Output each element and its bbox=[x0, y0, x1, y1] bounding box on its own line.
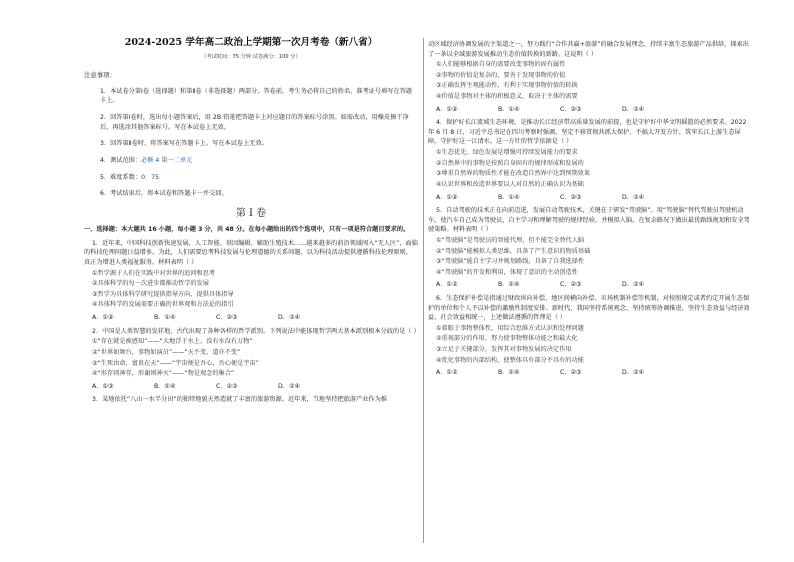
notice-item-4 bbox=[84, 156, 418, 166]
q5-choice-b: B．①④ bbox=[498, 281, 520, 289]
q4-option-2: ②自然界中的事物是按照自身固有的规律形成和发展的 bbox=[436, 159, 584, 167]
q5-option-2: ②“驾驶脑”能模拟人类思维，具备了产生意识的物质基础 bbox=[436, 247, 591, 255]
question-5 bbox=[428, 206, 753, 290]
notice-item-1: 1．本试卷分第Ⅰ卷（选择题）和第Ⅱ卷（非选择题）两部分。答卷前，考生务必将自己的姓名、准考证号填写在答题卡上。 bbox=[100, 87, 412, 105]
difficulty-value: 0．75 bbox=[141, 173, 160, 181]
q5-choices bbox=[428, 280, 753, 290]
q6-option-2: ②重视部分的作用，努力使事物整体功能之和最大化 bbox=[436, 335, 578, 343]
q2-option-4: ④“形存则神存，形谢则神灭”——“物是观念的集合” bbox=[92, 370, 235, 378]
q4-choices bbox=[428, 193, 753, 203]
q4-choice-b: B．①④ bbox=[498, 193, 520, 201]
q3-option-1: ①人们能够根据自身的需要改变事物的固有属性 bbox=[436, 61, 566, 69]
q5-option-4: ④“驾驶脑”的开发和利用，体现了意识的主动创造性 bbox=[436, 268, 578, 276]
question-4-text: 4．保护好长江流域生态环境，是推动长江经济带高质量发展的前提，也是守护好中华文明摇篮的必然要求。2022 年 6 月 8 日，习近平总书记在四川考察时强调，坚定不移贯彻共抓大保护、不搞大开发方针，筑牢长江上游生态屏障，守护好这一江清水。这一方针的哲学依据是（ ） bbox=[428, 119, 747, 146]
q6-choice-b: B．①④ bbox=[498, 369, 520, 377]
q3-option-3: ③正确发挥主观能动性，有利于实现事物价值的转换 bbox=[436, 82, 578, 90]
q1-option-3: ③哲学为具体科学研究提供指导方向，提供具体指导 bbox=[92, 290, 234, 298]
scope-value: 必修 4 第一二单元 bbox=[141, 156, 193, 164]
q2-choice-b: B．①④ bbox=[154, 382, 176, 390]
question-2 bbox=[84, 327, 418, 392]
q1-choice-c: C．②③ bbox=[216, 314, 238, 322]
question-6-text: 6．生态保护补偿是指通过财政纵向补偿、地区间横向补偿、市场机制补偿等机制，对按照规定或者约定开展生态保护的单位和个人予以补偿的激励性制度安排。新时代，我国坚持系统观念，坚持统筹协调推进，坚持生态效益与经济效益、社会效益相统一，上述做法遵循的哲理是（ ） bbox=[428, 295, 750, 322]
q6-option-3: ③立足于关键部分，发挥其对事物发展的决定作用 bbox=[436, 346, 572, 354]
question-6 bbox=[428, 294, 753, 378]
q4-choice-c: C．②③ bbox=[560, 193, 582, 201]
q5-option-3: ③“驾驶脑”能自主学习并规划路线，具备了自我选择性 bbox=[436, 258, 585, 266]
q1-choices bbox=[84, 313, 418, 323]
notice-item-6: 6．考试结束后，将本试卷和答题卡一并交回。 bbox=[100, 190, 228, 198]
q4-option-3: ③尊重自然界的物质性才能在改造自然界中达到预期效果 bbox=[436, 170, 591, 178]
q2-choice-a: A．①③ bbox=[92, 382, 114, 390]
q5-choice-a: A．①② bbox=[436, 281, 458, 289]
exam-title: 2024-2025 学年高二政治上学期第一次月考卷（新八省） bbox=[124, 37, 378, 48]
q3-option-2: ②事物的价值是复杂的，要善于发现事物的价值 bbox=[436, 71, 566, 79]
q6-option-1: ①着眼于事物整体性，用综合思维方式认识和处理问题 bbox=[436, 324, 584, 332]
q3-choice-d: D．③④ bbox=[622, 105, 645, 113]
notice-item-5 bbox=[84, 173, 418, 183]
question-3 bbox=[84, 395, 418, 405]
question-2-text: 2．中国是人类智慧的发祥地，古代出现了各种各样的哲学派别。下列说法中能体现哲学两大基本派别根本分歧的是（ ） bbox=[92, 327, 420, 335]
q6-choice-a: A．①② bbox=[436, 369, 458, 377]
q1-option-1: ①哲学源于人们在实践中对世界的追问和思考 bbox=[92, 269, 216, 277]
q3-choice-a: A．①② bbox=[436, 105, 458, 113]
q5-choice-c: C．②③ bbox=[560, 281, 582, 289]
q4-option-4: ④认识世界和改造世界要以人对自然的正确认识为基础 bbox=[436, 180, 584, 188]
q2-option-1: ①“存在就是被感知”——“大地浮于水上，没有水没有万物” bbox=[92, 338, 253, 346]
q4-choice-a: A．①② bbox=[436, 193, 458, 201]
q1-choice-b: B．①④ bbox=[154, 314, 176, 322]
q3-choice-c: C．②③ bbox=[560, 105, 582, 113]
q6-choice-c: C．②③ bbox=[560, 369, 582, 377]
q1-choice-d: D．③④ bbox=[278, 314, 301, 322]
q6-option-4: ④优化事物的内部结构，使整体具有部分不具有的功能 bbox=[436, 356, 584, 364]
scope-label: 4．测试范围： bbox=[100, 156, 142, 164]
difficulty-label: 5．难度系数： bbox=[100, 173, 142, 181]
q2-option-2: ②“世界如舞台，事物如演员”——“天不变，道亦不变” bbox=[92, 348, 241, 356]
notice-item-3: 3．回答第Ⅱ卷时，将答案写在答题卡上。写在本试卷上无效。 bbox=[100, 140, 268, 148]
question-4 bbox=[428, 118, 753, 202]
question-1 bbox=[84, 239, 418, 323]
column-divider bbox=[423, 38, 424, 543]
question-1-text: 1．近年来，中国科技创新快速发展，人工智能、基因编辑、辅助生殖技术……越来越多的前沿领域闯入“无人区”，面临的科技伦理问题日益增多。为此，人们需要思考科技发展与伦理道德的关系问题，以为科技活动提供遵循科技伦理原则，真正为增进人类福祉服务。材料表明（ ） bbox=[84, 239, 418, 267]
left-column bbox=[84, 36, 418, 408]
q3-choices bbox=[428, 105, 753, 115]
volume-heading: 第 Ⅰ 卷 bbox=[235, 207, 267, 219]
question-3-text: 3．某地依托“八山一水半分田”的独特地貌天然造就了丰富的旅游资源。近年来，当地坚持把旅游产业作为推 bbox=[92, 396, 387, 404]
q1-option-4: ④具体科学的发展需要正确的世界观和方法论的指引 bbox=[92, 301, 234, 309]
q4-option-1: ①生态优先、绿色发展是增强可持续发展能力的要求 bbox=[436, 149, 578, 157]
question-5-text: 5．自动驾驶的技术正在向前迈进，发展自动驾驶技术，关键在于研发“驾驶脑”。用“驾驶脑”替代驾驶员驾驶机动车，使汽车自己成为驾驶员，自主学习和理解驾驶的规律经验，并模拟人脑，在复杂路况下做出最优路线规划和安全驾驶策略。材料表明（ ） bbox=[428, 207, 750, 234]
question-3-text-continued: 动区域经济协调发展的主渠道之一，努力践行“合作共赢+旅游”的融合发展理念，持续丰富生态旅游产品供给，探索出了一条以全域旅游发展推动生态价值转换的新路。这说明（ ） bbox=[428, 41, 749, 58]
q4-choice-d: D．③④ bbox=[622, 193, 645, 201]
q2-choice-d: D．②④ bbox=[278, 382, 301, 390]
q2-choice-c: C．②③ bbox=[216, 382, 238, 390]
notice-heading: 注意事项： bbox=[84, 70, 116, 79]
q1-option-2: ②具体科学的每一次进步都推动哲学的发展 bbox=[92, 280, 209, 288]
q5-choice-d: D．③④ bbox=[622, 281, 645, 289]
q3-choice-b: B．①④ bbox=[498, 105, 520, 113]
q5-option-1: ①“驾驶脑”是驾驶员的智能代理，但不能完全替代人脑 bbox=[436, 236, 585, 244]
q3-option-4: ④价值是事物对主体的积极意义，取决于主体的需要 bbox=[436, 93, 578, 101]
right-column bbox=[428, 40, 753, 382]
q1-choice-a: A．①② bbox=[92, 314, 114, 322]
q2-choices bbox=[84, 382, 418, 392]
q6-choices bbox=[428, 368, 753, 378]
q6-choice-d: D．③④ bbox=[622, 369, 645, 377]
q2-option-3: ③“生死由命，富贵在天”——“宇宙便是吾心，吾心便是宇宙” bbox=[92, 359, 259, 367]
exam-subtitle: （考试时间：75 分钟 试卷满分：100 分） bbox=[201, 53, 301, 60]
notice-item-2: 2．回答第Ⅰ卷时，选出每小题答案后，用 2B 铅笔把答题卡上对应题目的答案标号涂黑。如需改动，用橡皮擦干净后，再选涂其他答案标号。写在本试卷上无效。 bbox=[100, 114, 409, 131]
section-heading: 一、选择题：本大题共 16 小题，每小题 3 分，共 48 分。在每小题给出的四个选项中，只有一项是符合题目要求的。 bbox=[84, 226, 410, 234]
question-3-continued bbox=[428, 40, 753, 114]
